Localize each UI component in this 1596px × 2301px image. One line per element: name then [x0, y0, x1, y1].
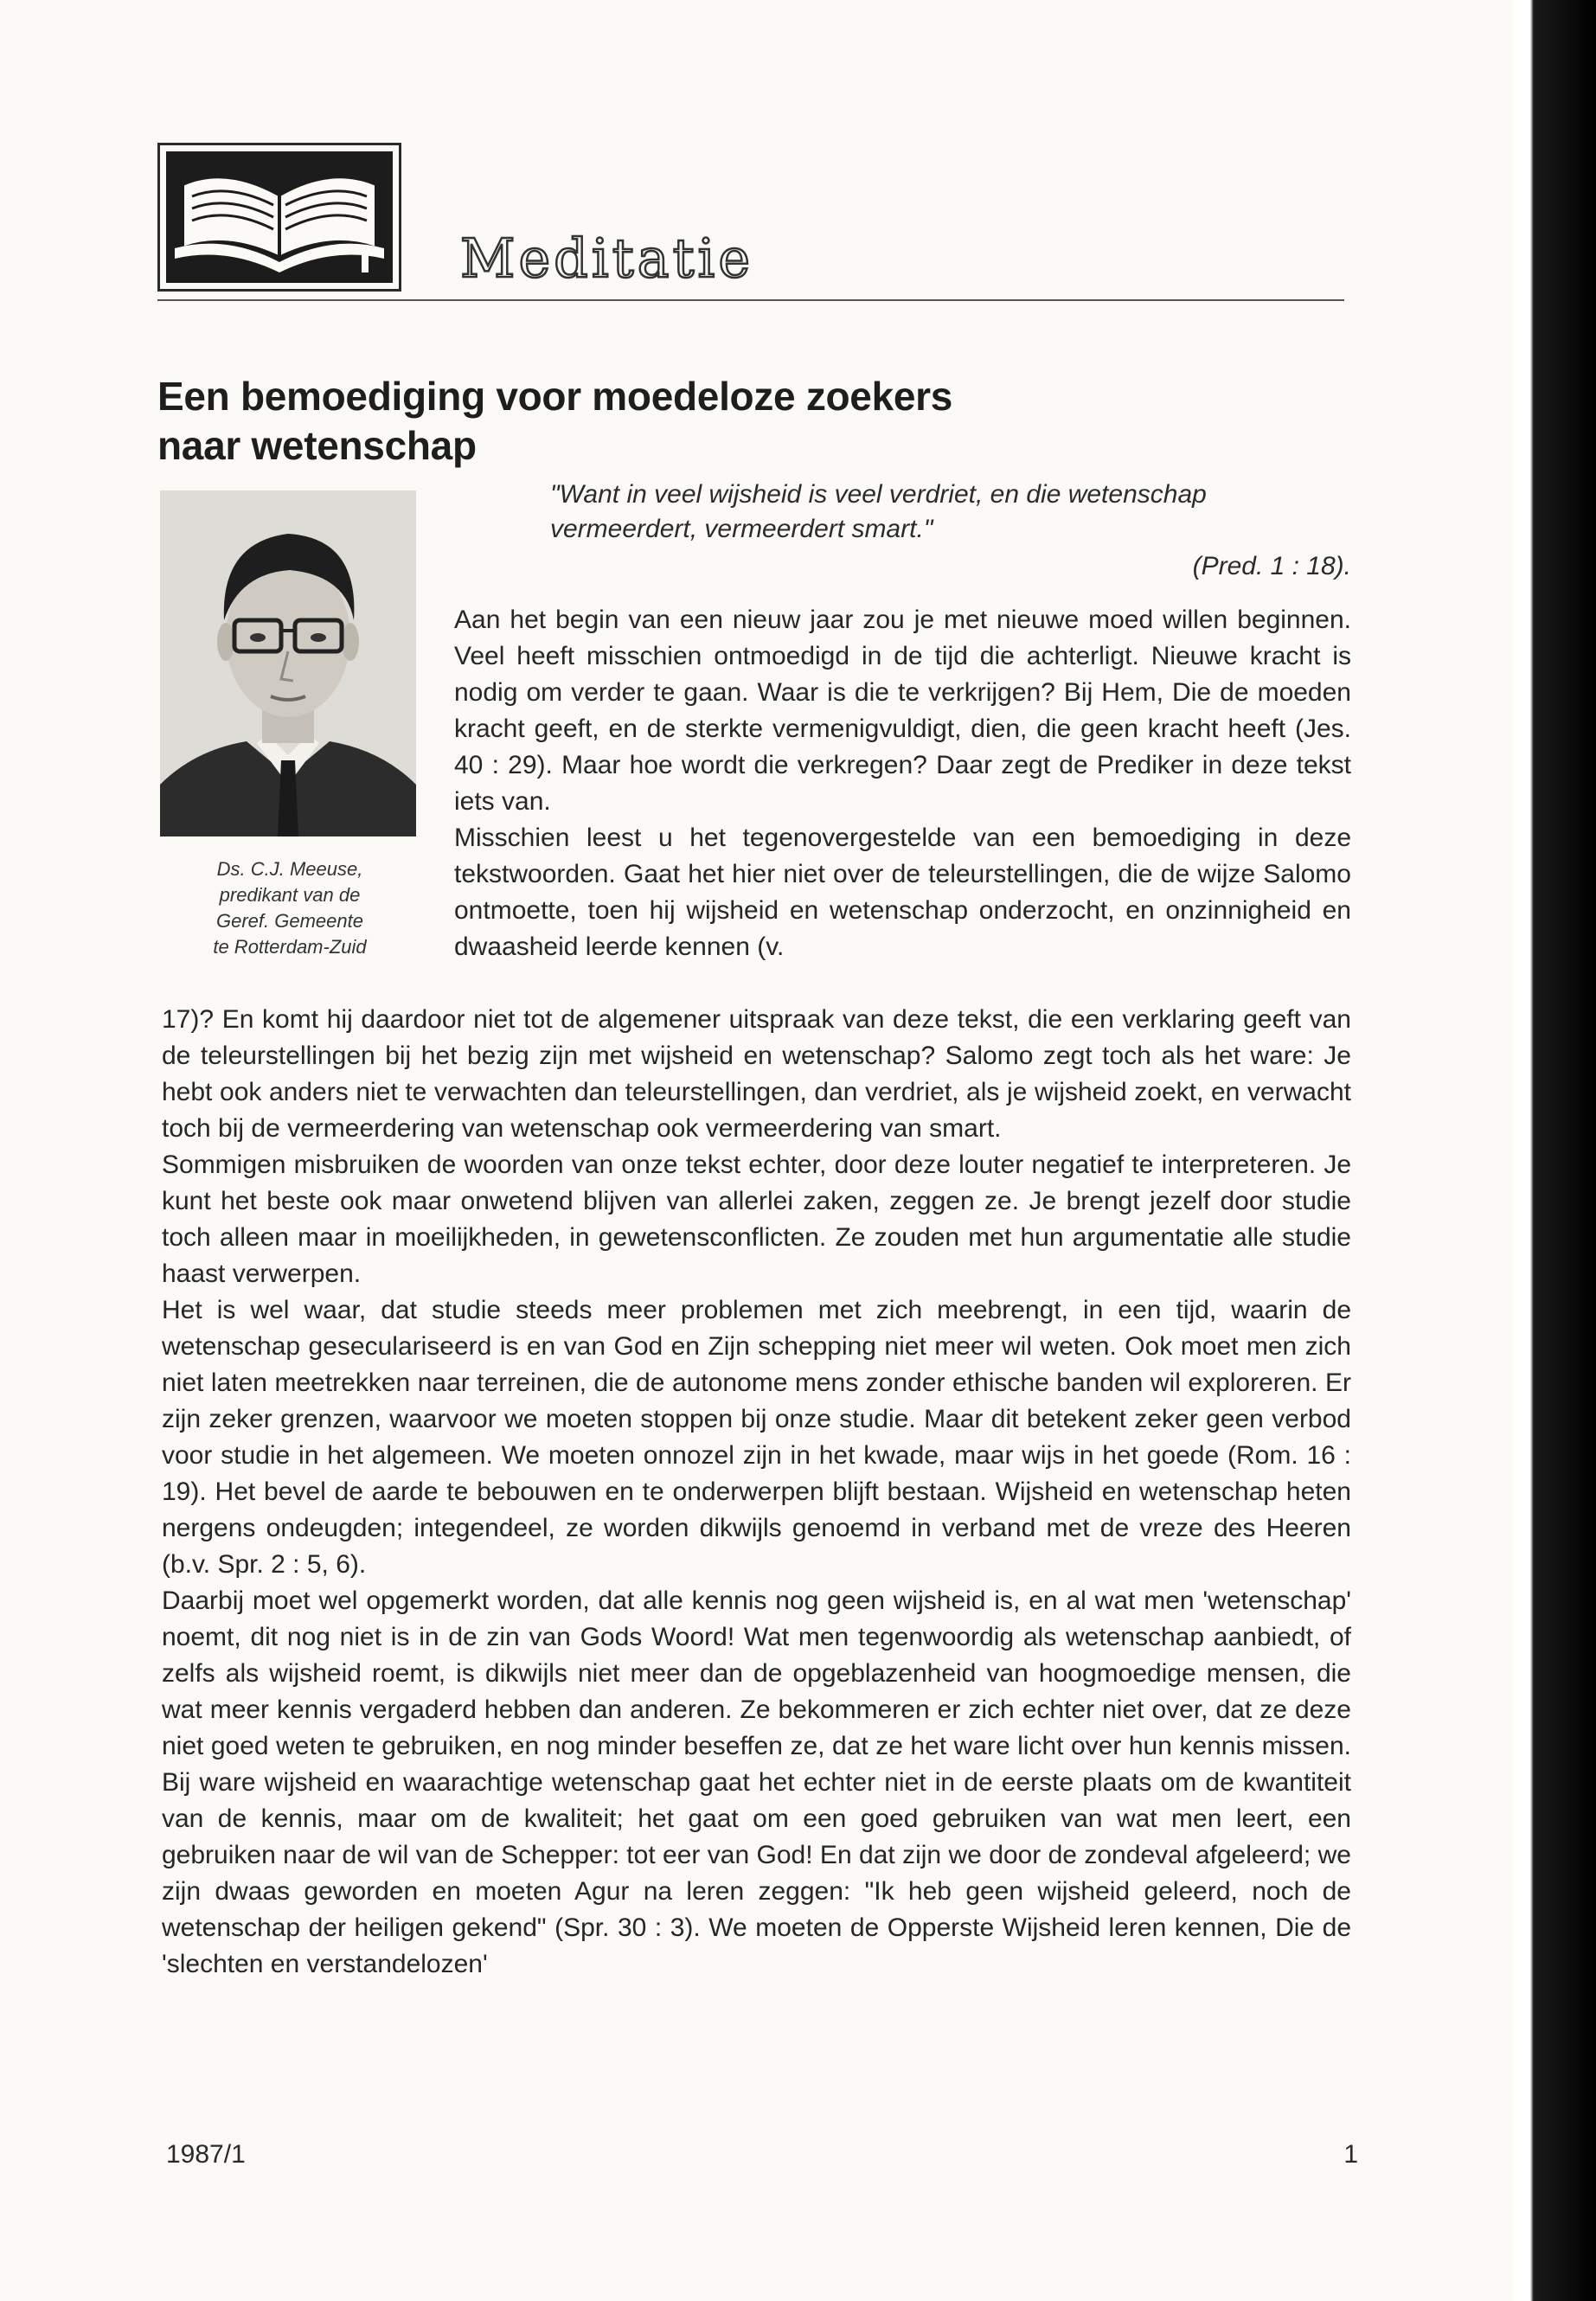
- motto-line2: vermeerdert, vermeerdert smart.": [550, 515, 933, 543]
- section-logo: [157, 143, 401, 292]
- caption-line: Ds. C.J. Meeuse,: [216, 858, 363, 880]
- article-title-line2: naar wetenschap: [157, 423, 477, 468]
- paragraph: Misschien leest u het tegenovergestelde van een bemoediging in deze tekstwoorden. Gaat het hier niet over de teleurstellingen, die de wijze Salomo ontmoette, toen hij wijsheid en wetenschap onderzocht, en onzinnigheid en dwaasheid leerde kennen (v.: [454, 824, 1351, 961]
- caption-line: Geref. Gemeente: [216, 910, 363, 932]
- article-title-line1: Een bemoediging voor moedeloze zoekers: [157, 374, 953, 419]
- section-title: Meditatie: [460, 227, 754, 290]
- issue-number: 1987/1: [166, 2140, 246, 2169]
- paragraph: 17)? En komt hij daardoor niet tot de algemener uitspraak van deze tekst, die een verklaring geeft van de teleurstellingen bij het bezig zijn met wijsheid en wetenschap? Salomo zegt toch als het ware: Je hebt ook anders niet te verwachten dan teleurstellingen, dan verdriet, als je wijsheid zoekt, en verwacht toch bij de vermeerdering van wetenschap ook vermeerdering van smart.: [162, 1005, 1351, 1143]
- paragraph: Aan het begin van een nieuw jaar zou je met nieuwe moed willen beginnen. Veel heeft misschien ontmoedigd in de tijd die achterligt. Nieuwe kracht is nodig om verder te gaan. Waar is die te verkrijgen? Bij Hem, Die de moeden kracht geeft, en de sterkte vermenigvuldigt, dien, die geen kracht heeft (Jes. 40 : 29). Maar hoe wordt die verkregen? Daar zegt de Prediker in deze tekst iets van.: [454, 606, 1351, 816]
- body-column-narrow: [454, 602, 1351, 965]
- body-column-wide: [162, 1002, 1351, 1983]
- motto-line1: "Want in veel wijsheid is veel verdriet, en die wetenschap: [550, 480, 1207, 509]
- page-number: 1: [1343, 2140, 1358, 2169]
- caption-line: predikant van de: [219, 884, 361, 906]
- scan-edge: [1514, 0, 1596, 2301]
- paragraph: Sommigen misbruiken de woorden van onze tekst echter, door deze louter negatief te interpreteren. Je kunt het beste ook maar onwetend blijven van allerlei zaken, zeggen ze. Je brengt jezelf door studie toch alleen maar in moeilijkheden, in gewetensconflicten. Ze zouden met hun argumentatie alle studie haast verwerpen.: [162, 1150, 1351, 1288]
- paragraph: Het is wel waar, dat studie steeds meer problemen met zich meebrengt, in een tijd, waarin de wetenschap geseculariseerd is en van God en Zijn schepping niet meer wil weten. Ook moet men zich niet laten meetrekken naar terreinen, die de autonome mens zonder ethische banden wil exploreren. Er zijn zeker grenzen, waarvoor we moeten stoppen bij onze studie. Maar dit betekent zeker geen verbod voor studie in het algemeen. We moeten onnozel zijn in het kwade, maar wijs in het goede (Rom. 16 : 19). Het bevel de aarde te bebouwen en te onderwerpen blijft bestaan. Wijsheid en wetenschap heten nergens ondeugden; integendeel, ze worden dikwijls genoemd in verband met de vreze des Heeren (b.v. Spr. 2 : 5, 6).: [162, 1296, 1351, 1579]
- article-title: [157, 372, 1195, 471]
- scripture-motto: [550, 478, 1346, 547]
- caption-line: te Rotterdam-Zuid: [213, 936, 367, 958]
- paragraph: Daarbij moet wel opgemerkt worden, dat alle kennis nog geen wijsheid is, en al wat men 'wetenschap' noemt, dit nog niet is in de zin van Gods Woord! Wat men tegenwoordig als wetenschap aanbiedt, of zelfs als wijsheid roemt, is dikwijls niet meer dan de opgeblazenheid van hoogmoedige mensen, die wat meer kennis vergaderd hebben dan anderen. Ze bekommeren er zich echter niet over, dat ze deze niet goed weten te gebruiken, en nog minder beseffen ze, dat ze het ware licht over hun kennis missen. Bij ware wijsheid en waarachtige wetenschap gaat het echter niet in de eerste plaats om de kwantiteit van de kennis, maar om de kwaliteit; het gaat om een goed gebruiken van wat men leert, een gebruiken naar de wil van de Schepper: tot eer van God! En dat zijn we door de zondeval afgeleerd; we zijn dwaas geworden en moeten Agur na leren zeggen: "Ik heb geen wijsheid geleerd, noch de wetenschap der heiligen gekend" (Spr. 30 : 3). We moeten de Opperste Wijsheid leren kennen, Die de 'slechten en verstandelozen': [162, 1586, 1351, 1978]
- open-book-icon: [166, 151, 393, 283]
- author-portrait: [160, 490, 416, 836]
- author-caption: [164, 856, 415, 960]
- motto-reference: (Pred. 1 : 18).: [1192, 552, 1351, 580]
- header-divider: [157, 299, 1344, 301]
